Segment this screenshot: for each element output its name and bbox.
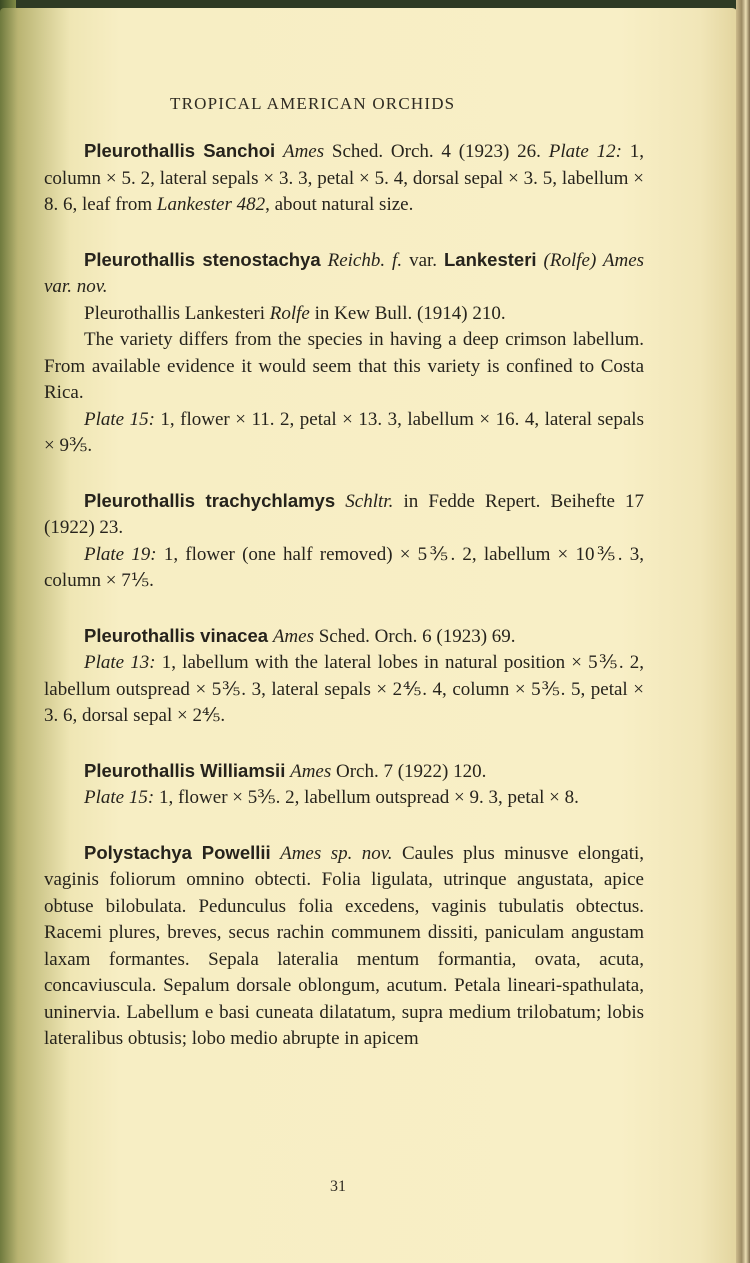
entry-heading: [44, 758, 644, 786]
entry-pleurothallis-sanchoi: [44, 138, 644, 219]
species-name: Pleurothallis Sanchoi: [84, 140, 276, 161]
species-citation: Sched. Orch. 6 (1923) 69.: [318, 625, 516, 647]
plate-text: 1, flower × 5⅗. 2, labellum outspread × 9. 3, petal × 8.: [158, 787, 579, 808]
species-name: Pleurothallis Williamsii: [84, 759, 286, 781]
species-citation: Sched. Orch. 4 (1923) 26.: [331, 141, 541, 162]
plate-label: Plate 19:: [84, 543, 157, 565]
species-name: Pleurothallis trachychlamys: [84, 489, 336, 511]
entry-heading: [44, 138, 644, 219]
entry-heading: [44, 840, 644, 1053]
plate-text: 1, column × 5. 2, lateral sepals × 3. 3, petal × 5. 4, dorsal sepal × 3. 5, labellum × 8. 6, leaf from: [44, 141, 644, 215]
plate-tail-italic: Lankester 482: [156, 194, 266, 215]
species-authority: Ames sp. nov.: [280, 842, 393, 864]
plate-label: Plate 12:: [548, 141, 622, 162]
entry-polystachya-powellii: [44, 840, 644, 1053]
entry-pleurothallis-stenostachya: [44, 247, 644, 460]
plate-label: Plate 15:: [84, 787, 155, 808]
species-citation: in Fedde Repert. Beihefte 17 (1922) 23.: [44, 490, 645, 538]
synonym-line: [44, 301, 644, 328]
plate-text: 1, flower × 11. 2, petal × 13. 3, labellum × 16. 4, lateral sepals × 9⅗.: [44, 408, 644, 456]
entry-note: The variety differs from the species in having a deep crimson labellum. From available evidence it would seem that this variety is confined to Costa Rica.: [44, 329, 644, 403]
plate-label: Plate 13:: [84, 652, 156, 673]
plate-text: 1, flower (one half removed) × 5⅗. 2, labellum × 10⅗. 3, column × 7⅕.: [44, 543, 644, 591]
entry-pleurothallis-trachychlamys: [44, 488, 644, 595]
entry-pleurothallis-williamsii: [44, 758, 644, 812]
page-number: 31: [330, 1178, 346, 1195]
species-authority: Reichb. f.: [327, 249, 403, 271]
page-content: [44, 138, 644, 1081]
page-edge: [736, 0, 750, 1263]
synonym-citation: in Kew Bull. (1914) 210.: [314, 302, 506, 324]
species-citation: Orch. 7 (1922) 120.: [336, 760, 487, 782]
plate-caption: [44, 407, 644, 460]
synonym-authority: Rolfe: [269, 302, 310, 324]
plate-caption: [44, 785, 644, 812]
entry-heading: [44, 488, 644, 542]
plate-label: Plate 15:: [84, 408, 155, 430]
plate-caption: [44, 650, 644, 730]
species-authority: Schltr.: [345, 490, 394, 512]
plate-tail: , about natural size.: [265, 194, 414, 215]
variety-authority: (Rolfe) Ames var. nov.: [44, 249, 645, 297]
species-authority: Ames: [282, 141, 325, 162]
entry-heading: [44, 623, 644, 651]
variety-word: var.: [409, 249, 438, 271]
species-description: Caules plus minusve elongati, vaginis foliorum omnino obtecti. Folia ligulata, utrinque angustata, apice obtuse bilobulata. Pedunculus folia excedens, vaginis tubulatis obtectus. Racemi plures, breves, secus rachin communem dissiti, paniculam angustam laxam formantes. Sepala lateralia mentum formantia, ovata, acuta, concaviuscula. Sepalum dorsale oblongum, acutum. Petala lineari-spathulata, uninervia. Labellum e basi cuneata dilatatum, supra medium trilobatum; lobis lateralibus obtusis; lobo medio abrupte in apicem: [44, 842, 644, 1049]
entry-pleurothallis-vinacea: [44, 623, 644, 730]
running-header: TROPICAL AMERICAN ORCHIDS: [170, 94, 456, 113]
plate-caption: [44, 542, 644, 595]
plate-text: 1, labellum with the lateral lobes in natural position × 5⅗. 2, labellum outspread × 5⅗. 3, lateral sepals × 2⅘. 4, column × 5⅗. 5, petal × 3. 6, dorsal sepal × 2⅘.: [44, 652, 645, 726]
species-name: Pleurothallis vinacea: [84, 624, 269, 646]
species-authority: Ames: [272, 625, 314, 647]
synonym-name: Pleurothallis Lankesteri: [84, 302, 265, 324]
variety-name: Lankesteri: [444, 248, 537, 270]
entry-heading: [44, 247, 644, 301]
species-authority: Ames: [290, 760, 332, 782]
species-name: Polystachya Powellii: [84, 841, 271, 863]
species-name: Pleurothallis stenostachya: [84, 248, 321, 270]
